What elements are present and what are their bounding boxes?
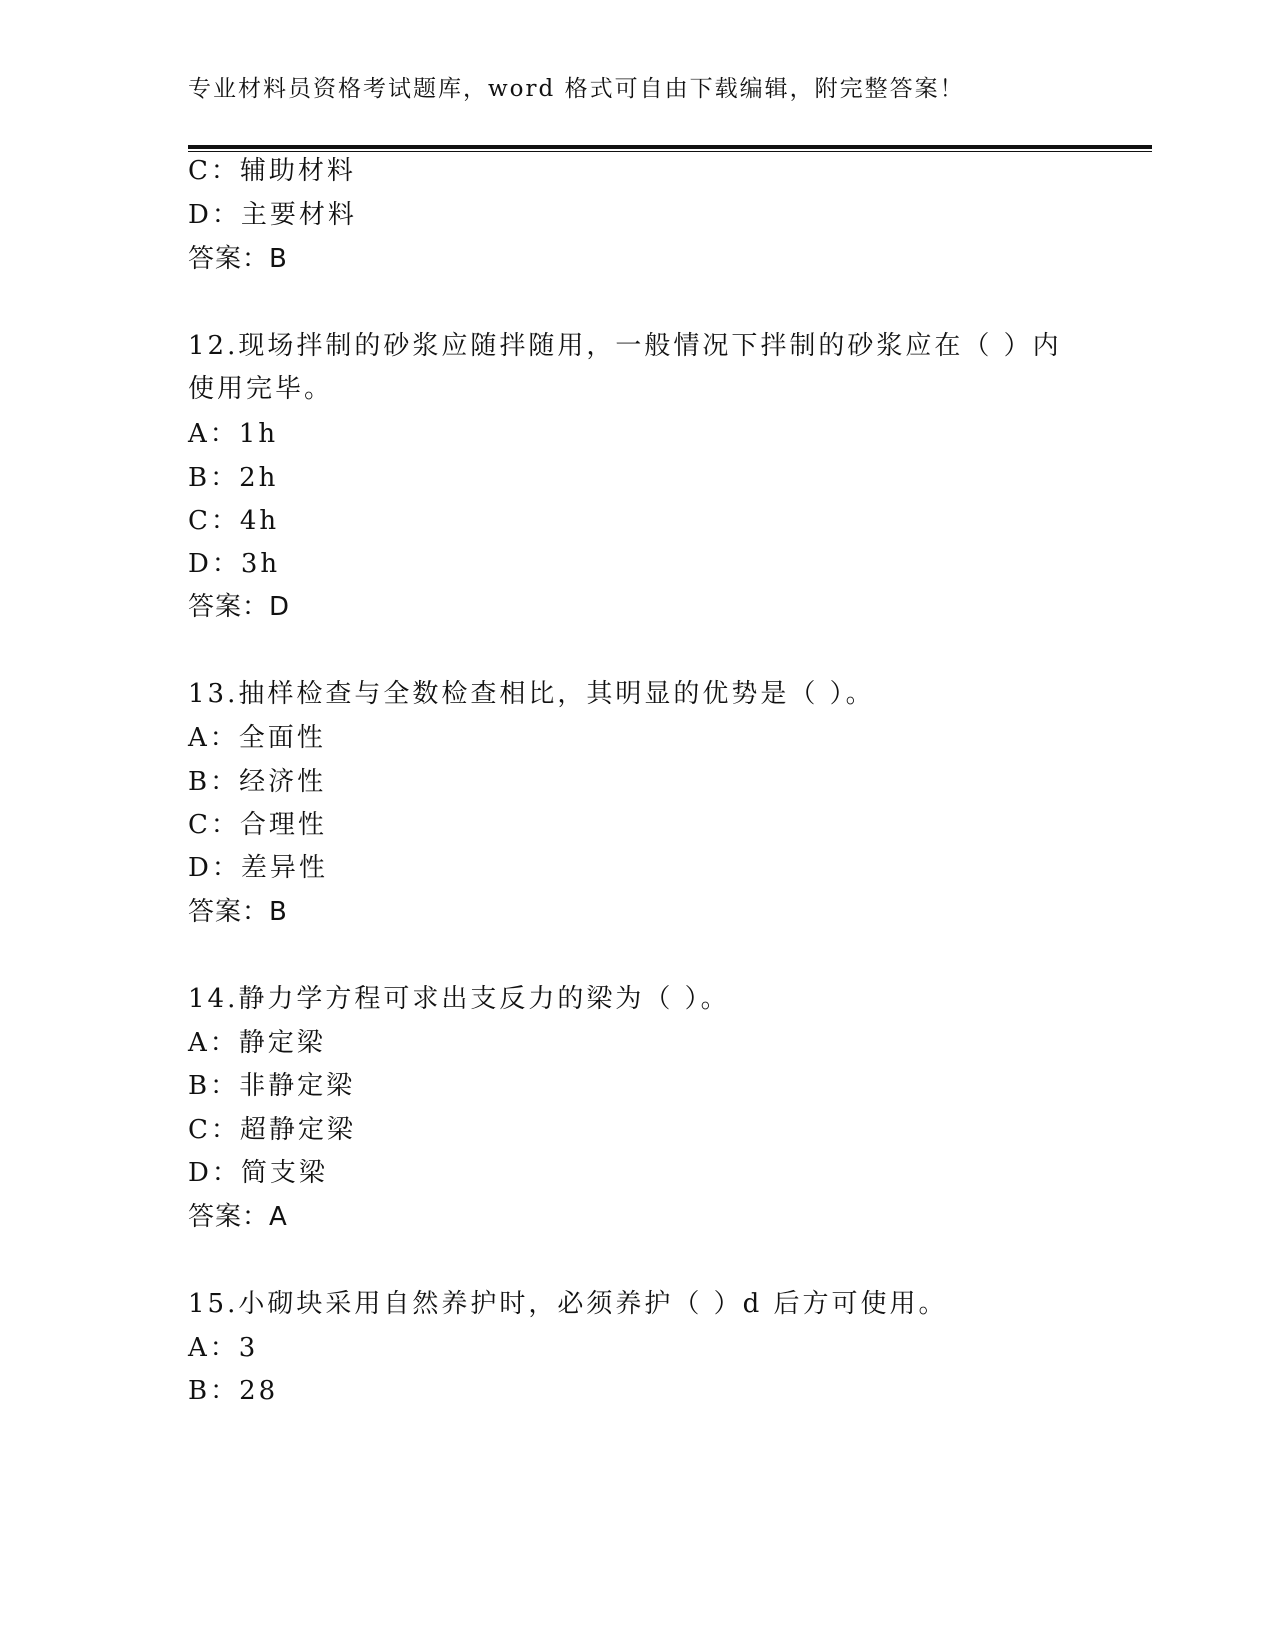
answer: 答案：A: [188, 1202, 288, 1232]
option-a: A：1h: [188, 419, 279, 449]
option-b: B：28: [188, 1376, 279, 1406]
header-rule-thick: [188, 145, 1152, 149]
option-d: D：差异性: [188, 853, 328, 883]
option-c: C：超静定梁: [188, 1115, 356, 1145]
option-c: C：辅助材料: [188, 156, 356, 186]
option-a: A：3: [188, 1333, 259, 1363]
option-d: D：3h: [188, 549, 281, 579]
option-a: A：静定梁: [188, 1028, 326, 1058]
answer: 答案：D: [188, 592, 291, 622]
option-b: B：经济性: [188, 767, 327, 797]
question-13-stem: 13.抽样检查与全数检查相比，其明显的优势是（ ）。: [188, 679, 875, 709]
option-a: A：全面性: [188, 723, 326, 753]
answer: 答案：B: [188, 897, 288, 927]
question-12-stem-cont: 使用完毕。: [188, 374, 334, 404]
option-d: D：简支梁: [188, 1158, 328, 1188]
option-c: C：4h: [188, 506, 280, 536]
option-d: D：主要材料: [188, 200, 357, 230]
question-14-stem: 14.静力学方程可求出支反力的梁为（ ）。: [188, 984, 730, 1014]
option-b: B：非静定梁: [188, 1071, 356, 1101]
answer: 答案：B: [188, 244, 288, 274]
option-c: C：合理性: [188, 810, 327, 840]
header-rule-thin: [188, 151, 1152, 152]
question-12-stem: 12.现场拌制的砂浆应随拌随用，一般情况下拌制的砂浆应在（ ）内: [188, 331, 1062, 361]
page-header: 专业材料员资格考试题库，word 格式可自由下载编辑，附完整答案！: [188, 76, 965, 102]
question-15-stem: 15.小砌块采用自然养护时，必须养护（ ）d 后方可使用。: [188, 1289, 948, 1319]
option-b: B：2h: [188, 463, 279, 493]
